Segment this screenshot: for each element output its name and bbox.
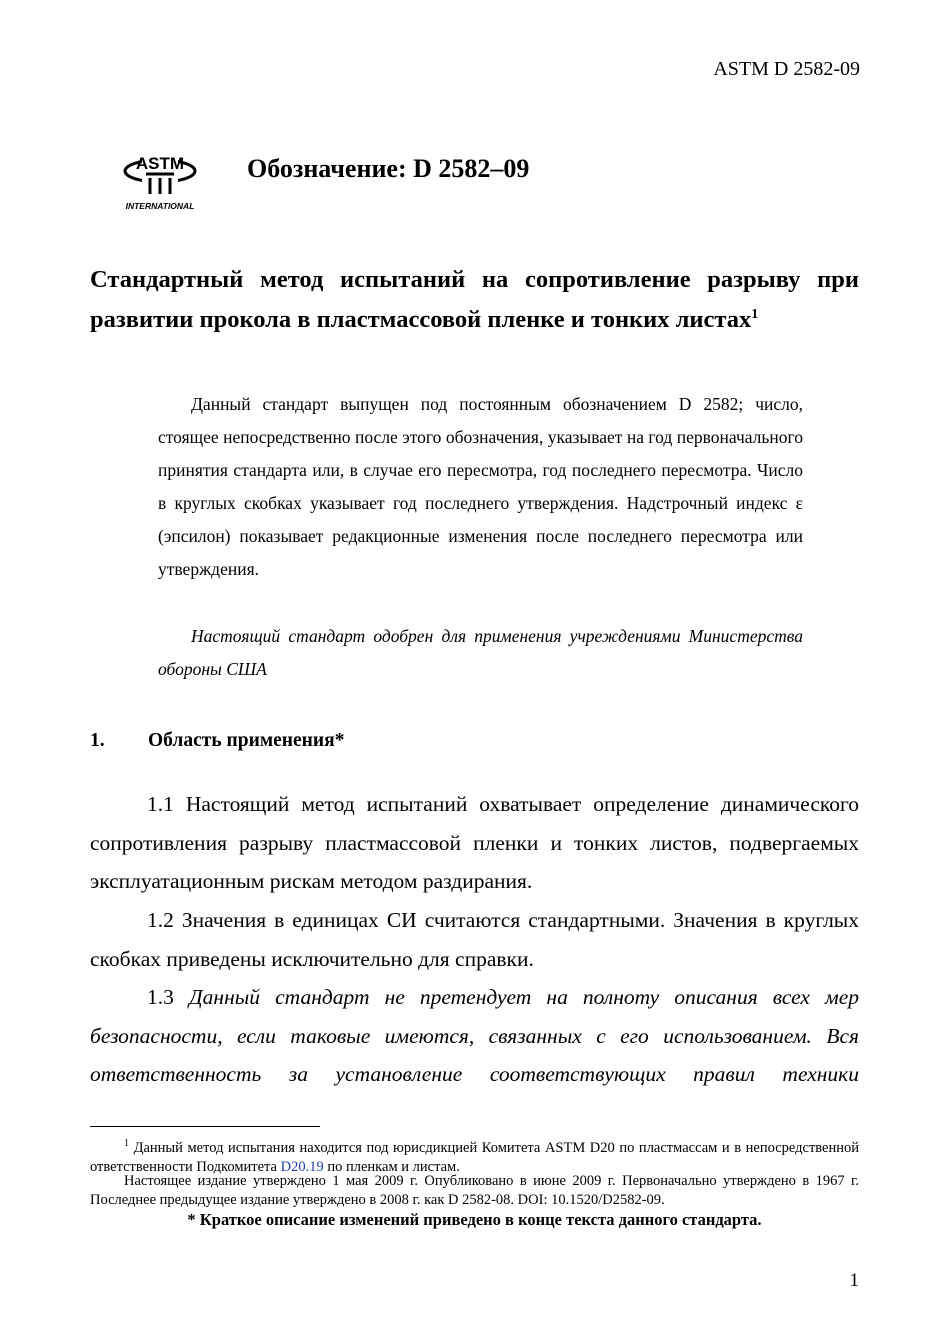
astm-logo	[118, 138, 202, 214]
page-number: 1	[849, 1270, 859, 1291]
section-title: Область применения*	[148, 730, 345, 751]
paragraph-1-1: 1.1 Настоящий метод испытаний охватывает определение динамического сопротивления разрыву пластмассовой пленки и тонких листов, подвергаемых эксплуатационным рискам методом раздирания.	[90, 792, 859, 893]
subcommittee-link[interactable]: D20.19	[280, 1158, 324, 1175]
astm-logo-icon	[118, 138, 202, 214]
paragraph-1-2: 1.2 Значения в единицах СИ считаются стандартными. Значения в круглых скобках приведены исключительно для справки.	[90, 908, 859, 971]
footnote-1	[90, 1134, 859, 1177]
document-code-header: ASTM D 2582-09	[713, 58, 860, 80]
paragraph-1-3-text: Данный стандарт не претендует на полноту описания всех мер безопасности, если таковые имеются, связанных с его использованием. Вся ответственность за установление соответствующих правил техники	[90, 985, 859, 1086]
footnote-1-text: Данный метод испытания находится под юрисдикцией Комитета ASTM D20 по пластмассам и в непосредственной ответственности Подкомитета	[90, 1139, 860, 1175]
section-number: 1.	[90, 730, 105, 751]
footnote-divider	[90, 1126, 320, 1127]
paragraph-1-3	[90, 978, 859, 1094]
logo-bottom-text: INTERNATIONAL	[125, 201, 195, 211]
paragraph-1-3-number: 1.3	[147, 985, 174, 1009]
title-footnote-mark[interactable]: 1	[751, 306, 759, 322]
designation: Обозначение: D 2582–09	[247, 154, 530, 183]
footnote-edition: Настоящее издание утверждено 1 мая 2009 г. Опубликовано в июне 2009 г. Первоначально утверждено в 1967 г. Последнее предыдущее издание утверждено в 2008 г. как D 2582-08. DOI: 10.1520/D2582-09.	[90, 1173, 859, 1208]
standard-notice: Данный стандарт выпущен под постоянным обозначением D 2582; число, стоящее непосредственно после этого обозначения, указывает на год первоначального принятия стандарта или, в случае его пересмотра, год последнего пересмотра. Число в круглых скобках указывает год последнего утверждения. Надстрочный индекс ε (эпсилон) показывает редакционные изменения после последнего пересмотра или утверждения.	[158, 394, 803, 579]
document-title	[90, 260, 859, 340]
approval-note: Настоящий стандарт одобрен для применения учреждениями Министерства обороны США	[158, 626, 803, 679]
footnote-mark: 1	[124, 1138, 129, 1149]
document-title-text: Стандартный метод испытаний на сопротивление разрыву при развитии прокола в пластмассовой пленке и тонких листах	[90, 266, 859, 333]
summary-of-changes-note: * Краткое описание изменений приведено в конце текста данного стандарта.	[187, 1210, 762, 1229]
footnote-1-text-end: по пленкам и листам.	[327, 1158, 460, 1175]
logo-top-text: ASTM	[135, 154, 185, 173]
